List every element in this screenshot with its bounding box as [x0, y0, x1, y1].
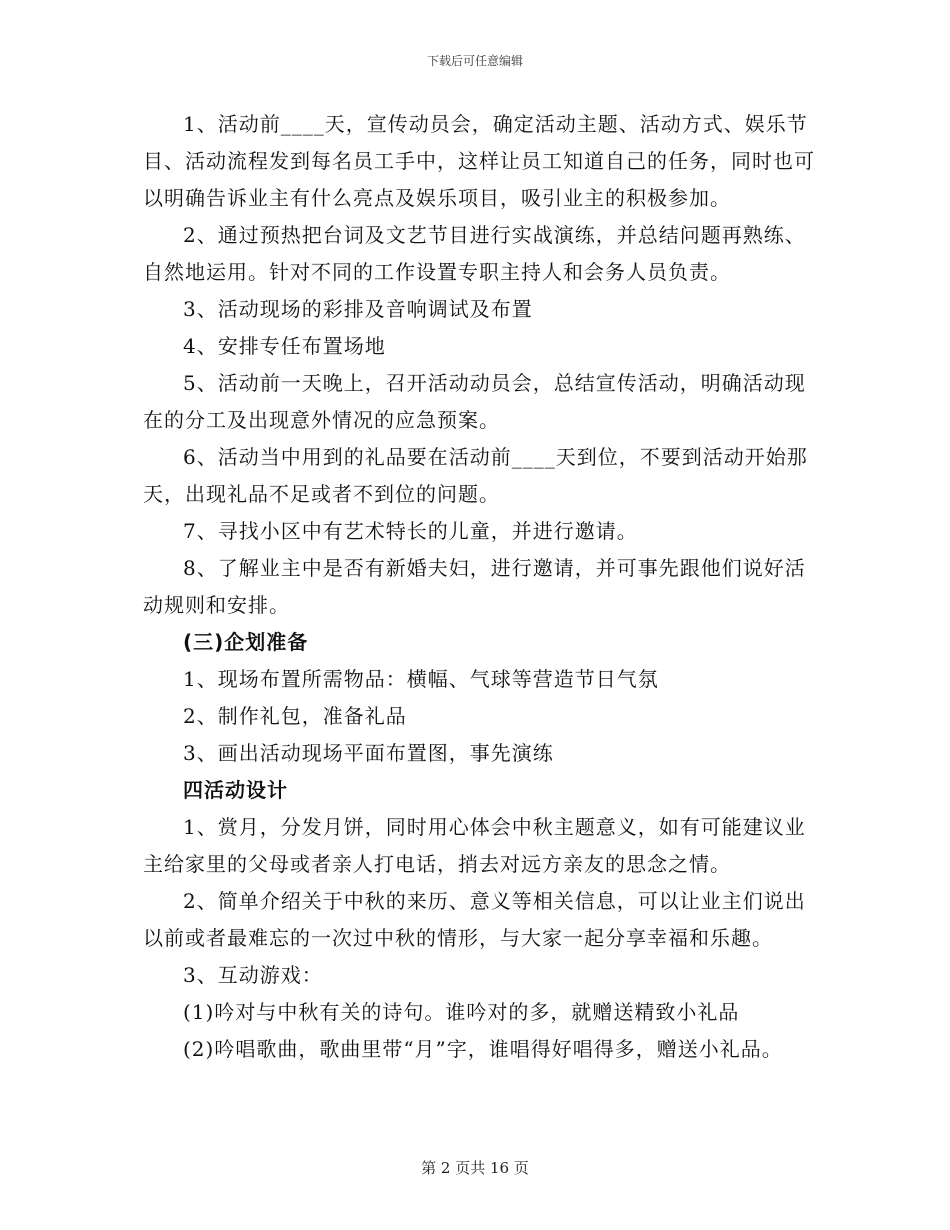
- paragraph-16: (2)吟唱歌曲，歌曲里带“月”字，谁唱得好唱得多，赠送小礼品。: [183, 1037, 783, 1061]
- section-heading-activity-design: 四活动设计: [183, 778, 288, 802]
- paragraph-15: (1)吟对与中秋有关的诗句。谁吟对的多，就赠送精致小礼品: [183, 1000, 740, 1024]
- paragraph-1: 1、活动前____天，宣传动员会，确定活动主题、活动方式、娱乐节目、活动流程发到每名员工手中，这样让员工知道自己的任务，同时也可以明确告诉业主有什么亮点及娱乐项目，吸引业主的积极参加。: [143, 112, 815, 210]
- page-header: 下载后可任意编辑: [426, 54, 523, 68]
- paragraph-9: 1、现场布置所需物品：横幅、气球等营造节日气氛: [183, 667, 659, 691]
- paragraph-12: 1、赏月，分发月饼，同时用心体会中秋主题意义，如有可能建议业主给家里的父母或者亲人打电话，捎去对远方亲友的思念之情。: [143, 815, 806, 876]
- paragraph-3: 3、活动现场的彩排及音响调试及布置: [183, 297, 533, 321]
- paragraph-2: 2、通过预热把台词及文艺节目进行实战演练，并总结问题再熟练、自然地运用。针对不同的工作设置专职主持人和会务人员负责。: [143, 223, 806, 284]
- paragraph-4: 4、安排专任布置场地: [183, 334, 386, 358]
- document-body: [143, 106, 823, 1068]
- page-footer: 第 2 页共 16 页: [421, 1159, 529, 1177]
- paragraph-5: 5、活动前一天晚上，召开活动动员会，总结宣传活动，明确活动现在的分工及出现意外情况的应急预案。: [143, 371, 806, 432]
- paragraph-10: 2、制作礼包，准备礼品: [183, 704, 407, 728]
- paragraph-8: 8、了解业主中是否有新婚夫妇，进行邀请，并可事先跟他们说好活动规则和安排。: [143, 556, 806, 617]
- paragraph-11: 3、画出活动现场平面布置图，事先演练: [183, 741, 554, 765]
- paragraph-14: 3、互动游戏：: [183, 963, 323, 987]
- paragraph-13: 2、简单介绍关于中秋的来历、意义等相关信息，可以让业主们说出以前或者最难忘的一次过中秋的情形，与大家一起分享幸福和乐趣。: [143, 889, 806, 950]
- paragraph-6: 6、活动当中用到的礼品要在活动前____天到位，不要到活动开始那天，出现礼品不足或者不到位的问题。: [143, 445, 808, 506]
- paragraph-7: 7、寻找小区中有艺术特长的儿童，并进行邀请。: [183, 519, 638, 543]
- section-heading-planning: (三)企划准备: [183, 630, 309, 654]
